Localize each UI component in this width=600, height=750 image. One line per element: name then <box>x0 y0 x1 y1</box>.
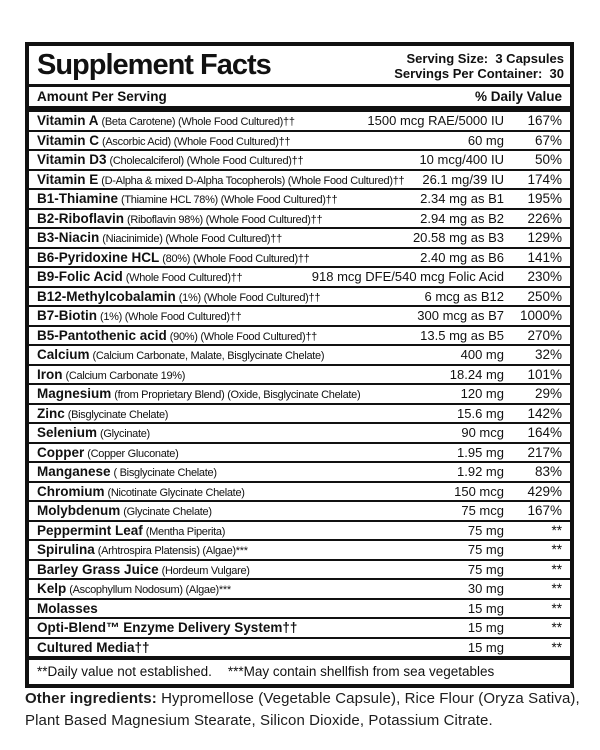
nutrient-amount: 6 mcg as B12 <box>424 288 504 304</box>
nutrient-amount: 120 mg <box>460 386 504 401</box>
nutrient-dv: ** <box>551 542 562 557</box>
nutrient-name: Manganese <box>37 464 111 479</box>
nutrient-desc: (from Proprietary Blend) (Oxide, Bisglycinate Chelate) <box>114 389 361 401</box>
nutrient-amount: 10 mcg/400 IU <box>419 152 504 167</box>
nutrient-row <box>29 598 570 618</box>
nutrient-name: Vitamin D3 <box>37 152 107 167</box>
nutrient-desc: (1%) (Whole Food Cultured)†† <box>100 311 242 323</box>
nutrient-dv: 270% <box>527 327 562 343</box>
nutrient-row <box>29 442 570 462</box>
nutrient-row <box>29 617 570 637</box>
nutrient-dv: 1000% <box>519 308 562 323</box>
nutrient-row <box>29 149 570 169</box>
nutrient-name: Molasses <box>37 600 98 616</box>
nutrient-dv: 174% <box>527 171 562 187</box>
nutrient-dv: 32% <box>534 347 562 362</box>
nutrient-amount: 918 mcg DFE/540 mcg Folic Acid <box>311 269 504 284</box>
nutrient-desc: (Ascorbic Acid) (Whole Food Cultured)†† <box>102 135 291 148</box>
nutrient-desc: ( Bisglycinate Chelate) <box>113 467 217 479</box>
nutrient-amount: 75 mcg <box>461 503 504 518</box>
nutrient-amount: 1.92 mg <box>457 464 504 479</box>
nutrient-name: Calcium <box>37 347 90 362</box>
nutrient-name: B1-Thiamine <box>37 191 119 206</box>
nutrient-dv: 164% <box>527 425 562 440</box>
nutrient-desc: (90%) (Whole Food Cultured)†† <box>169 330 317 343</box>
nutrient-amount: 2.34 mg as B1 <box>420 191 504 206</box>
nutrient-dv: 101% <box>527 366 562 382</box>
nutrient-row <box>29 112 570 130</box>
daily-value-footnote: **Daily value not established. <box>37 664 212 679</box>
nutrient-desc: (Niacinimide) (Whole Food Cultured)†† <box>102 233 282 245</box>
nutrient-name: Vitamin C <box>37 132 100 148</box>
nutrient-dv: 195% <box>527 191 562 206</box>
nutrient-desc: (Arhtrospira Platensis) (Algae)*** <box>97 545 248 557</box>
amount-per-serving-header: Amount Per Serving <box>37 89 167 104</box>
nutrient-row <box>29 286 570 306</box>
nutrient-amount: 15.6 mg <box>457 405 504 421</box>
nutrient-desc: (Beta Carotene) (Whole Food Cultured)†† <box>101 116 295 128</box>
other-ingredients-label: Other ingredients: <box>25 690 157 707</box>
nutrient-desc: (80%) (Whole Food Cultured)†† <box>162 252 310 265</box>
nutrient-row <box>29 130 570 150</box>
nutrient-row <box>29 344 570 364</box>
nutrient-name: B2-Riboflavin <box>37 210 125 226</box>
nutrient-desc: (Calcium Carbonate, Malate, Bisglycinate Chelate) <box>92 350 325 362</box>
nutrient-row <box>29 481 570 501</box>
nutrient-desc: (Calcium Carbonate 19%) <box>65 369 186 382</box>
daily-value-header: % Daily Value <box>474 89 562 104</box>
nutrient-amount: 150 mcg <box>454 483 504 499</box>
nutrient-row <box>29 403 570 423</box>
nutrient-dv: ** <box>551 522 562 538</box>
nutrient-dv: 230% <box>527 269 562 284</box>
nutrient-dv: 141% <box>527 249 562 265</box>
footnote-row <box>29 660 570 684</box>
nutrient-amount: 30 mg <box>467 581 504 596</box>
nutrient-row <box>29 325 570 345</box>
nutrient-desc: (Riboflavin 98%) (Whole Food Cultured)†† <box>127 213 323 226</box>
other-ingredients-line2: Plant Based Magnesium Stearate, Silicon Dioxide, Potassium Citrate. <box>25 712 493 729</box>
nutrient-row <box>29 383 570 403</box>
supplement-facts-panel <box>25 42 574 688</box>
nutrient-desc: (Bisglycinate Chelate) <box>67 408 169 421</box>
nutrient-dv: 129% <box>527 230 562 245</box>
nutrient-desc: (Cholecalciferol) (Whole Food Cultured)†† <box>109 155 304 167</box>
nutrient-desc: (Copper Gluconate) <box>87 447 179 460</box>
nutrient-amount: 26.1 mg/39 IU <box>422 171 504 187</box>
nutrient-dv: 429% <box>527 483 562 499</box>
nutrient-name: Magnesium <box>37 386 112 401</box>
serving-size: Serving Size: 3 Capsules <box>406 50 564 66</box>
nutrient-amount: 400 mg <box>460 347 504 362</box>
nutrient-dv: 50% <box>534 152 562 167</box>
nutrient-dv: 226% <box>527 210 562 226</box>
nutrient-dv: ** <box>551 600 562 616</box>
nutrient-name: Zinc <box>37 405 65 421</box>
nutrient-name: Spirulina <box>37 542 95 557</box>
panel-title: Supplement Facts <box>37 49 271 81</box>
nutrient-desc: (Glycinate) <box>100 428 150 440</box>
panel-header <box>29 46 570 84</box>
nutrient-name: Molybdenum <box>37 503 121 518</box>
nutrient-desc: (Thiamine HCL 78%) (Whole Food Cultured)†† <box>121 194 338 206</box>
nutrient-amount: 15 mg <box>467 600 504 616</box>
nutrient-name: Barley Grass Juice <box>37 561 159 577</box>
nutrient-row <box>29 169 570 189</box>
nutrient-amount: 75 mg <box>467 542 504 557</box>
nutrient-desc: (Nicotinate Glycinate Chelate) <box>107 486 245 499</box>
nutrient-row <box>29 188 570 208</box>
nutrient-name: B3-Niacin <box>37 230 100 245</box>
nutrient-row <box>29 500 570 520</box>
nutrient-name: B7-Biotin <box>37 308 97 323</box>
nutrient-row <box>29 461 570 481</box>
nutrient-dv: 142% <box>527 405 562 421</box>
nutrient-amount: 15 mg <box>467 620 504 635</box>
other-ingredients <box>25 688 580 732</box>
nutrient-desc: (Whole Food Cultured)†† <box>125 272 243 284</box>
nutrient-desc: (Ascophyllum Nodosum) (Algae)*** <box>69 584 231 596</box>
nutrient-dv: 83% <box>534 464 562 479</box>
other-ingredients-text1: Hypromellose (Vegetable Capsule), Rice Flour (Oryza Sativa), <box>161 690 580 707</box>
nutrient-dv: 29% <box>534 386 562 401</box>
nutrient-amount: 75 mg <box>467 561 504 577</box>
nutrient-row <box>29 520 570 540</box>
nutrient-dv: ** <box>551 561 562 577</box>
nutrient-amount: 300 mcg as B7 <box>417 308 504 323</box>
nutrient-name: B9-Folic Acid <box>37 269 123 284</box>
nutrient-dv: 67% <box>534 132 562 148</box>
nutrient-row <box>29 637 570 657</box>
nutrient-amount: 15 mg <box>467 639 504 655</box>
nutrient-name: Cultured Media†† <box>37 639 150 655</box>
nutrient-amount: 13.5 mg as B5 <box>420 327 504 343</box>
nutrient-name: B6-Pyridoxine HCL <box>37 249 160 265</box>
nutrient-dv: ** <box>551 639 562 655</box>
column-header-row <box>29 87 570 106</box>
nutrient-row <box>29 578 570 598</box>
nutrient-name: Vitamin E <box>37 171 99 187</box>
nutrient-amount: 2.94 mg as B2 <box>420 210 504 226</box>
nutrient-dv: 250% <box>527 288 562 304</box>
nutrient-desc: (1%) (Whole Food Cultured)†† <box>178 291 321 304</box>
serving-info <box>394 51 564 81</box>
nutrient-amount: 20.58 mg as B3 <box>412 230 504 245</box>
nutrient-amount: 18.24 mg <box>449 366 504 382</box>
nutrient-dv: 167% <box>527 113 562 128</box>
nutrient-amount: 75 mg <box>467 522 504 538</box>
nutrient-name: Vitamin A <box>37 113 99 128</box>
nutrient-name: B12-Methylcobalamin <box>37 288 176 304</box>
nutrient-row <box>29 422 570 442</box>
nutrient-row <box>29 208 570 228</box>
nutrient-desc: (Hordeum Vulgare) <box>161 564 250 577</box>
nutrient-rows <box>29 112 570 656</box>
nutrient-name: B5-Pantothenic acid <box>37 327 167 343</box>
nutrient-row <box>29 559 570 579</box>
nutrient-amount: 2.40 mg as B6 <box>420 249 504 265</box>
nutrient-name: Peppermint Leaf <box>37 522 143 538</box>
nutrient-name: Iron <box>37 366 63 382</box>
nutrient-amount: 60 mg <box>467 132 504 148</box>
nutrient-name: Selenium <box>37 425 98 440</box>
nutrient-row <box>29 539 570 559</box>
nutrient-amount: 1500 mcg RAE/5000 IU <box>367 113 504 128</box>
shellfish-footnote: ***May contain shellfish from sea vegetables <box>227 664 495 679</box>
nutrient-name: Opti-Blend™ Enzyme Delivery System†† <box>37 620 298 635</box>
nutrient-row <box>29 305 570 325</box>
nutrient-amount: 90 mcg <box>461 425 504 440</box>
nutrient-desc: (Glycinate Chelate) <box>123 506 212 518</box>
nutrient-name: Chromium <box>37 483 105 499</box>
nutrient-dv: ** <box>551 581 562 596</box>
servings-per-container: Servings Per Container: 30 <box>394 65 564 81</box>
nutrient-desc: (D-Alpha & mixed D-Alpha Tocopherols) (Whole Food Cultured)†† <box>101 174 405 187</box>
nutrient-name: Kelp <box>37 581 67 596</box>
nutrient-desc: (Mentha Piperita) <box>145 525 226 538</box>
nutrient-name: Copper <box>37 444 85 460</box>
other-ingredients-line1 <box>25 688 580 710</box>
nutrient-dv: 167% <box>527 503 562 518</box>
nutrient-row <box>29 247 570 267</box>
nutrient-row <box>29 364 570 384</box>
nutrient-dv: 217% <box>527 444 562 460</box>
nutrient-row <box>29 227 570 247</box>
nutrient-row <box>29 266 570 286</box>
nutrient-amount: 1.95 mg <box>457 444 504 460</box>
nutrient-dv: ** <box>551 620 562 635</box>
